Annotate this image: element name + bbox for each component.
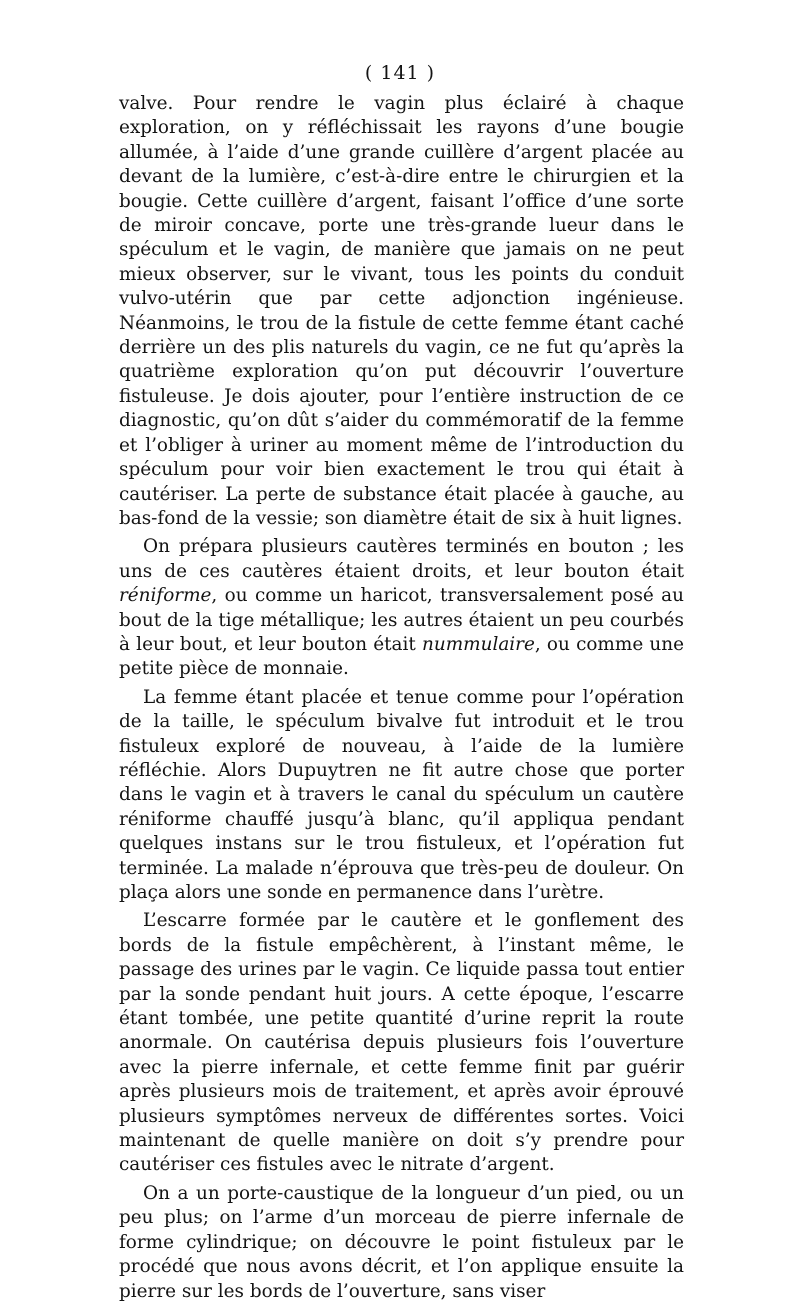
italic-term-nummulaire: nummulaire — [422, 633, 535, 655]
paragraph-2 — [119, 535, 684, 681]
paragraph-text: La femme étant placée et tenue comme pour l’opération de la taille, le spéculum bivalve fut introduit et le trou fistuleux exploré de nouveau, à l’aide de la lumière réfléchie. Alors Dupuytren ne fit autre chose que porter dans le vagin et à travers le canal du spéculum un cautère réniforme chauffé jusqu’à blanc, qu’il appliqua pendant quelques instans sur le trou fistuleux, et l’opération fut terminée. La malade n’éprouva que très-peu de douleur. On plaça alors une sonde en permanence dans l’urètre. — [119, 686, 684, 903]
body-text — [119, 92, 684, 1308]
paragraph-1 — [119, 92, 684, 531]
page-number: ( 141 ) — [364, 62, 436, 84]
paragraph-text: , ou comme une petite pièce de monnaie. — [119, 633, 684, 680]
italic-term-reniforme: réniforme — [119, 585, 212, 607]
paragraph-5 — [119, 1182, 684, 1304]
paragraph-text: On prépara plusieurs cautères terminés en bouton ; les uns de ces cautères étaient droits, et leur bouton était — [119, 536, 684, 582]
paragraph-text: valve. Pour rendre le vagin plus éclairé à chaque exploration, on y réfléchissait les rayons d’une bougie allumée, à l’aide d’une grande cuillère d’argent placée au devant de la lumière, c’est-à-dire entre le chirurgien et la bougie. Cette cuillère d’argent, faisant l’office d’une sorte de miroir concave, porte une très-grande lueur dans le spéculum et le vagin, de manière que jamais on ne peut mieux observer, sur le vivant, tous les points du conduit vulvo-utérin que par cette adjonction ingénieuse. Néanmoins, le trou de la fistule de cette femme étant caché derrière un des plis naturels du vagin, ce ne fut qu’après la quatrième exploration qu’on put découvrir l’ouverture fistuleuse. Je dois ajouter, pour l’entière instruction de ce diagnostic, qu’on dût s’aider du commémoratif de la femme et l’obliger à uriner au moment même de l’introduction du spéculum pour voir bien exactement le trou qui était à cautériser. La perte de substance était placée à gauche, au bas-fond de la vessie; son diamètre était de six à huit lignes. — [119, 93, 684, 529]
paragraph-text: , ou comme un haricot, transversalement posé au bout de la tige métallique; les autres étaient un peu courbés à leur bout, et leur bouton était — [119, 585, 684, 655]
paragraph-text: On a un porte-caustique de la longueur d’un pied, ou un peu plus; on l’arme d’un morceau de pierre infernale de forme cylindrique; on découvre le point fistuleux par le procédé que nous avons décrit, et l’on applique ensuite la pierre sur les bords de l’ouverture, sans viser — [119, 1182, 684, 1302]
paragraph-text: L’escarre formée par le cautère et le gonflement des bords de la fistule empêchèrent, à l’instant même, le passage des urines par le vagin. Ce liquide passa tout entier par la sonde pendant huit jours. A cette époque, l’escarre étant tombée, une petite quantité d’urine reprit la route anormale. On cautérisa depuis plusieurs fois l’ouverture avec la pierre infernale, et cette femme finit par guérir après plusieurs mois de traitement, et après avoir éprouvé plusieurs symptômes nerveux de différentes sortes. Voici maintenant de quelle manière on doit s’y prendre pour cautériser ces fistules avec le nitrate d’argent. — [119, 910, 684, 1176]
paragraph-4 — [119, 909, 684, 1177]
paragraph-3 — [119, 686, 684, 906]
